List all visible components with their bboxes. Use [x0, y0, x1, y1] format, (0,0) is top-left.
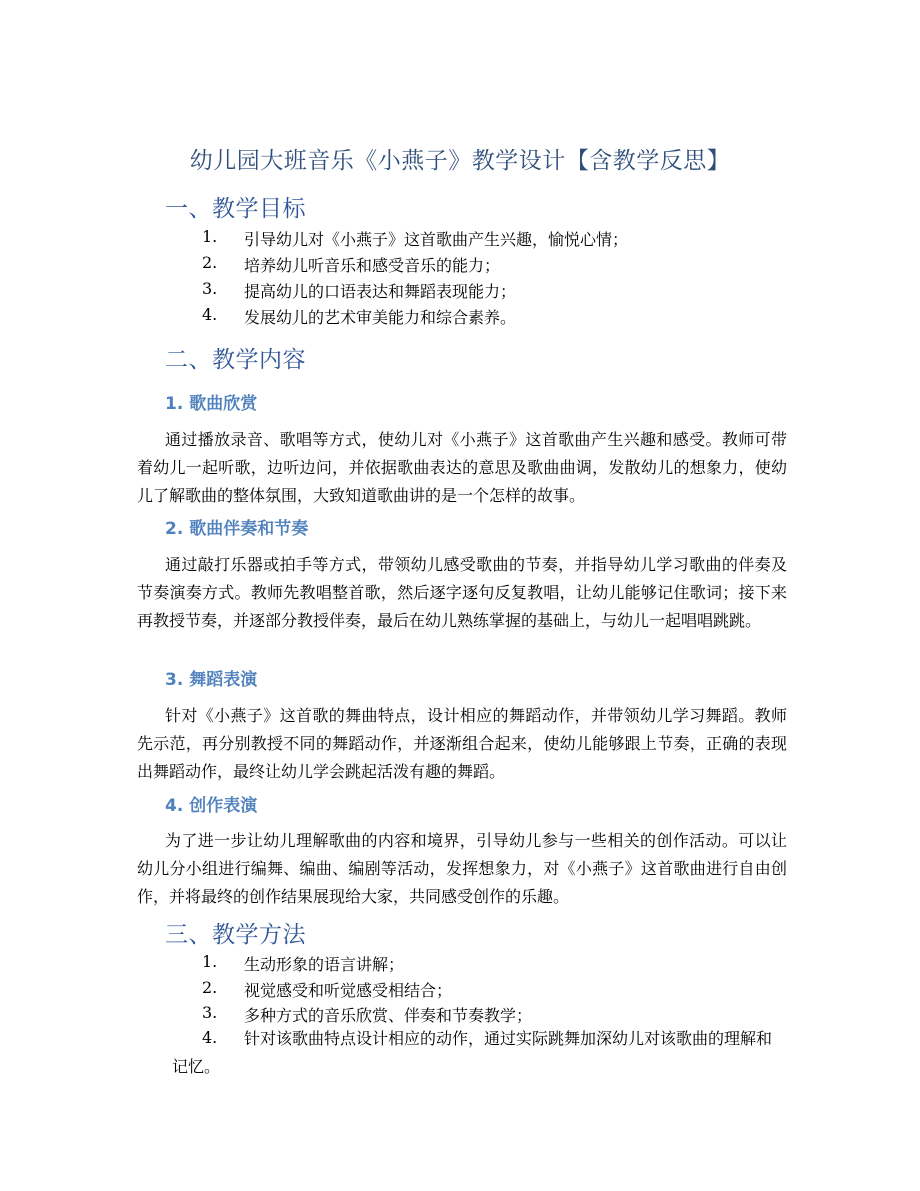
list-item-text: 视觉感受和听觉感受相结合； [244, 981, 453, 1000]
list-item-number: 4. [202, 1028, 218, 1047]
paragraph-dance-performance: 针对《小燕子》这首歌的舞曲特点，设计相应的舞蹈动作，并带领幼儿学习舞蹈。教师先示范，再分别教授不同的舞蹈动作，并逐渐组合起来，使幼儿能够跟上节奏，正确的表现出舞蹈动作，最终让幼儿学会跳起活泼有趣的舞蹈。 [137, 706, 787, 781]
list-item-number: 4. [202, 305, 218, 324]
paragraph-creative-performance: 为了进一步让幼儿理解歌曲的内容和境界，引导幼儿参与一些相关的创作活动。可以让幼儿分小组进行编舞、编曲、编剧等活动，发挥想象力，对《小燕子》这首歌曲进行自由创作，并将最终的创作结果展现给大家，共同感受创作的乐趣。 [137, 831, 787, 906]
list-item-text: 引导幼儿对《小燕子》这首歌曲产生兴趣，愉悦心情； [244, 230, 629, 249]
list-item-number: 3. [202, 1003, 218, 1022]
paragraph-song-appreciation: 通过播放录音、歌唱等方式，使幼儿对《小燕子》这首歌曲产生兴趣和感受。教师可带着幼儿一起听歌，边听边问，并依据歌曲表达的意思及歌曲曲调，发散幼儿的想象力，使幼儿了解歌曲的整体氛围，大致知道歌曲讲的是一个怎样的故事。 [137, 430, 787, 505]
list-item-text: 多种方式的音乐欣赏、伴奏和节奏教学； [244, 1006, 533, 1025]
list-item-text: 提高幼儿的口语表达和舞蹈表现能力； [244, 282, 517, 301]
list-item-text: 针对该歌曲特点设计相应的动作，通过实际跳舞加深幼儿对该歌曲的理解和记忆。 [172, 1029, 773, 1076]
list-item-number: 1. [202, 227, 218, 246]
list-item-number: 2. [202, 253, 218, 272]
subsection-heading-creative-performance: 4. 创作表演 [165, 796, 258, 816]
paragraph-accompaniment-rhythm: 通过敲打乐器或拍手等方式，带领幼儿感受歌曲的节奏，并指导幼儿学习歌曲的伴奏及节奏演奏方式。教师先教唱整首歌，然后逐字逐句反复教唱，让幼儿能够记住歌词；接下来再教授节奏，并逐部分教授伴奏，最后在幼儿熟练掌握的基础上，与幼儿一起唱唱跳跳。 [137, 555, 787, 630]
list-item-text: 生动形象的语言讲解； [244, 955, 405, 974]
section-heading-objectives: 一、教学目标 [165, 196, 306, 222]
list-item-number: 2. [202, 978, 218, 997]
list-item-number: 3. [202, 279, 218, 298]
list-item-text: 培养幼儿听音乐和感受音乐的能力； [244, 256, 501, 275]
subsection-heading-accompaniment-rhythm: 2. 歌曲伴奏和节奏 [165, 519, 309, 539]
section-heading-methods: 三、教学方法 [165, 922, 306, 948]
document-title: 幼儿园大班音乐《小燕子》教学设计【含教学反思】 [189, 148, 731, 174]
list-item-number: 1. [202, 952, 218, 971]
section-heading-content: 二、教学内容 [165, 347, 306, 373]
list-item-text: 发展幼儿的艺术审美能力和综合素养。 [244, 308, 517, 327]
subsection-heading-song-appreciation: 1. 歌曲欣赏 [165, 394, 258, 414]
subsection-heading-dance-performance: 3. 舞蹈表演 [165, 670, 258, 690]
